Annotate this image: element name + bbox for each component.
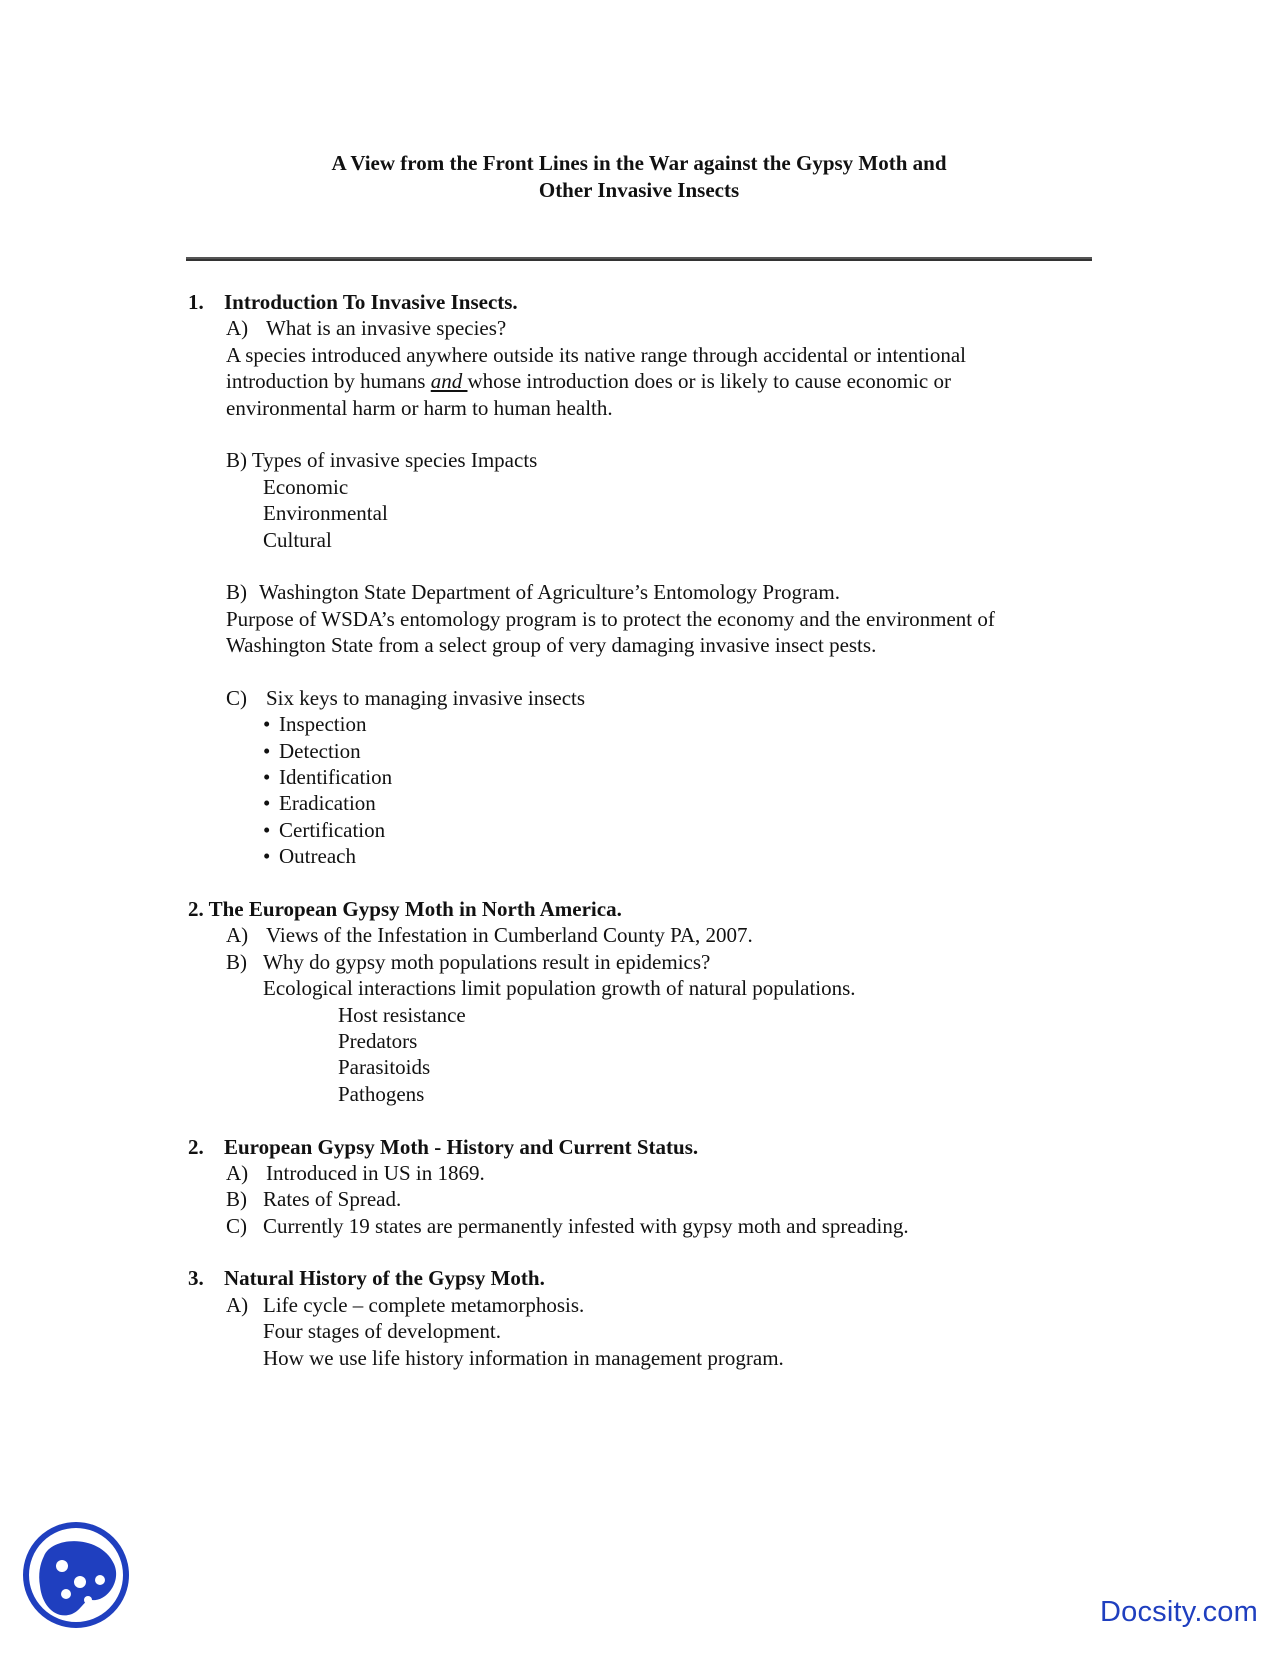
impact-item: Economic (263, 474, 349, 499)
subitem-label: C) (226, 1213, 247, 1238)
list-item (188, 711, 1088, 737)
impact-item: Environmental (263, 501, 388, 526)
ecology-line: Ecological interactions limit population growth of natural populations. (263, 976, 856, 1001)
definition-line-1: A species introduced anywhere outside its native range through accidental or intentional (226, 342, 967, 367)
subitem-b-wsda (188, 579, 1088, 605)
lifecycle-line: Four stages of development. (263, 1319, 501, 1344)
subitem-label: B) (226, 949, 247, 974)
subitem-c-keys (188, 685, 1088, 711)
bullet-icon: • (263, 817, 271, 842)
list-item-text: Certification (279, 817, 386, 842)
subitem-label: A) (226, 1292, 249, 1317)
section-3-heading (188, 1134, 1088, 1160)
definition-line-2 (188, 368, 1088, 394)
subitem-text: Rates of Spread. (263, 1187, 402, 1212)
section-number: 3. (188, 1266, 204, 1291)
section-title: Natural History of the Gypsy Moth. (224, 1266, 545, 1291)
list-item-text: Outreach (279, 844, 356, 869)
purpose-line-1: Purpose of WSDA’s entomology program is to protect the economy and the environment of (226, 606, 995, 631)
purpose-line-2: Washington State from a select group of very damaging invasive insect pests. (226, 633, 877, 658)
bullet-icon: • (263, 738, 271, 763)
subitem-text: Types of invasive species Impacts (251, 448, 538, 473)
subitem-a (188, 922, 1088, 948)
subitem-a (188, 315, 1088, 341)
subitem-label: A) (226, 1160, 249, 1185)
bullet-icon: • (263, 765, 271, 790)
docsity-logo-icon (22, 1520, 130, 1630)
subitem-label: B) (226, 580, 247, 605)
section-4-heading (188, 1265, 1088, 1291)
subitem-text: Introduced in US in 1869. (266, 1160, 485, 1185)
subitem-label: B) (226, 448, 247, 473)
section-2-heading: 2. The European Gypsy Moth in North America. (188, 896, 622, 921)
subitem-text: Life cycle – complete metamorphosis. (263, 1292, 585, 1317)
list-item (188, 738, 1088, 764)
factor-item: Host resistance (338, 1002, 466, 1027)
section-title: Introduction To Invasive Insects. (224, 290, 518, 314)
list-item-text: Inspection (279, 712, 367, 737)
list-item-text: Eradication (279, 791, 376, 816)
title-divider (186, 257, 1092, 261)
document-body (188, 289, 1088, 1371)
subitem-b-impacts (188, 447, 1088, 473)
title-line-1: A View from the Front Lines in the War against the Gypsy Moth and (331, 151, 947, 175)
subitem-label: A) (226, 923, 249, 948)
list-item-text: Identification (279, 765, 393, 790)
list-item (188, 817, 1088, 843)
subitem-label: B) (226, 1187, 247, 1212)
definition-text: whose introduction does or is likely to cause economic or (467, 369, 951, 394)
list-item (188, 790, 1088, 816)
title-line-2: Other Invasive Insects (538, 178, 740, 202)
subitem-text: What is an invasive species? (266, 316, 507, 341)
factor-item: Parasitoids (338, 1055, 431, 1080)
subitem-b (188, 1186, 1088, 1212)
subitem-a (188, 1292, 1088, 1318)
definition-text: introduction by humans (226, 369, 431, 394)
lifecycle-line: How we use life history information in management program. (263, 1345, 784, 1370)
list-item (188, 843, 1088, 869)
section-title: European Gypsy Moth - History and Current Status. (224, 1134, 699, 1159)
subitem-text: Six keys to managing invasive insects (266, 685, 586, 710)
document-title (186, 150, 1092, 204)
definition-line-3: environmental harm or harm to human health. (226, 395, 613, 420)
factor-item: Pathogens (338, 1081, 425, 1106)
subitem-text: Views of the Infestation in Cumberland County PA, 2007. (266, 923, 753, 948)
section-1-heading (188, 289, 1088, 315)
subitem-text: Why do gypsy moth populations result in epidemics? (263, 949, 711, 974)
impact-item: Cultural (263, 527, 332, 552)
section-number: 1. (188, 290, 204, 314)
subitem-label: C) (226, 685, 247, 710)
subitem-text: Currently 19 states are permanently infested with gypsy moth and spreading. (263, 1213, 909, 1238)
subitem-a (188, 1160, 1088, 1186)
bullet-icon: • (263, 844, 271, 869)
factor-item: Predators (338, 1028, 418, 1053)
subitem-text: Washington State Department of Agriculture’s Entomology Program. (259, 580, 840, 605)
bullet-icon: • (263, 791, 271, 816)
docsity-brand-link[interactable]: Docsity.com (1100, 1596, 1258, 1628)
list-item (188, 764, 1088, 790)
section-number: 2. (188, 1134, 204, 1159)
list-item-text: Detection (279, 738, 361, 763)
bullet-icon: • (263, 712, 271, 737)
subitem-c (188, 1213, 1088, 1239)
subitem-label: A) (226, 316, 249, 341)
emphasis-and: and (430, 369, 468, 394)
subitem-b (188, 949, 1088, 975)
